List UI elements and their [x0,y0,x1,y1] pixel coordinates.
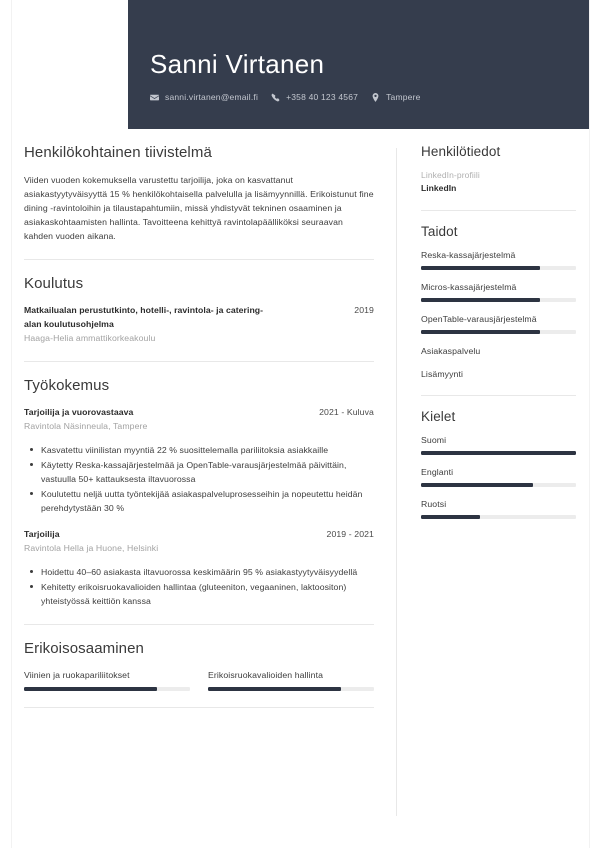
education-entry-title: Matkailualan perustutkinto, hotelli-, ravintola- ja catering-alan koulutusohjelma [24,305,264,329]
language-label: Englanti [421,467,454,478]
section-languages-title: Kielet [421,408,456,424]
section-education-title: Koulutus [24,275,84,293]
language-bar-fill [421,483,533,487]
experience-bullets [24,565,374,608]
section-skills [421,224,576,381]
expertise-bar-fill [208,687,341,691]
section-rule [421,210,576,211]
language-label: Ruotsi [421,499,447,510]
experience-entry-title: Tarjoilija ja vuorovastaava [24,407,134,418]
experience-entry-title: Tarjoilija [24,529,60,540]
language-bar-fill [421,451,576,455]
expertise-grid [24,669,374,691]
language-item [421,466,576,487]
contact-phone-text: +358 40 123 4567 [286,92,359,102]
skill-label: Asiakaspalvelu [421,345,481,356]
list-item: Kehitetty erikoisruokavalioiden hallintaa (gluteeniton, vegaaninen, laktoositon) yhteistyössä keittiön kanssa [41,580,374,608]
skill-item [421,368,576,381]
left-column [24,144,374,723]
skill-label: OpenTable-varausjärjestelmä [421,313,537,324]
contact-location[interactable] [371,92,420,102]
personal-info-label: LinkedIn-profiili [421,170,480,181]
list-item: Koulutettu neljä uutta työntekijää asiakaspalveluprosesseihin ja nopeutettu heidän perehdytystään 30 % [41,487,374,515]
section-personal-info-title: Henkilötiedot [421,144,501,159]
language-label: Suomi [421,435,447,446]
contact-phone[interactable] [271,92,358,102]
skill-bar-fill [421,330,540,334]
contact-location-text: Tampere [386,92,421,102]
section-summary-title: Henkilökohtainen tiivistelmä [24,144,212,161]
section-expertise-title: Erikoisosaaminen [24,639,144,657]
section-experience [24,377,374,608]
expertise-bar-track [208,687,374,691]
experience-bullets [24,443,374,515]
list-item: Hoidettu 40–60 asiakasta iltavuorossa keskimäärin 95 % asiakastyytyväisyydellä [41,565,374,579]
experience-entry-date: 2019 - 2021 [326,529,374,540]
section-languages [421,409,576,519]
resume-header [128,0,589,129]
expertise-bar-fill [24,687,157,691]
skill-item [421,345,576,358]
language-item [421,498,576,519]
language-bar-track [421,483,576,487]
experience-entry-head [24,528,374,541]
skill-label: Lisämyynti [421,368,464,379]
section-rule [24,707,374,708]
location-pin-icon [371,93,380,102]
experience-entry [24,528,374,608]
skill-label: Micros-kassajärjestelmä [421,281,517,292]
education-entry-head [24,304,374,330]
skill-bar-track [421,266,576,270]
section-rule [24,361,374,362]
expertise-item [208,669,374,691]
language-bar-fill [421,515,480,519]
skill-item [421,281,576,302]
list-item: Kasvatettu viinilistan myyntiä 22 % suosittelemalla pariliitoksia asiakkaille [41,443,374,457]
education-entry-date: 2019 [354,305,374,316]
right-column [421,144,576,530]
experience-entry-date: 2021 - Kuluva [319,407,374,418]
section-skills-title: Taidot [421,223,458,239]
list-item: Käytetty Reska-kassajärjestelmää ja OpenTable-varausjärjestelmää päivittäin, vastuulla 50+ kattauksesta iltavuorossa [41,458,374,486]
contact-email-text: sanni.virtanen@email.fi [165,92,259,102]
contact-email[interactable] [150,92,258,102]
section-rule [24,624,374,625]
skill-bar-fill [421,266,540,270]
skill-bar-track [421,298,576,302]
language-bar-track [421,451,576,455]
experience-entry-subtitle: Ravintola Näsinneula, Tampere [24,421,148,432]
expertise-item [24,669,190,691]
section-education [24,275,374,345]
skill-bar-fill [421,298,540,302]
summary-text: Viiden vuoden kokemuksella varustettu tarjoilija, joka on kasvattanut asiakastyytyväisyyttä 15 % henkilökohtaisella palvelulla ja lisämyynnillä. Erikoistunut fine dining -ravintoloihin ja tilaustapahtumiin, missä yhdistyvät tekninen osaaminen ja asiakaskohtaamisten hallinta. Tavoitteena kehittyä ravintolapäälliköksi seuraavan kahden vuoden aikana. [24,175,374,242]
skill-item [421,313,576,334]
skill-item [421,249,576,270]
language-item [421,434,576,455]
personal-info-value[interactable]: LinkedIn [421,183,457,194]
page-edge-left [11,0,12,848]
personal-info-item [421,169,576,195]
contact-row [150,92,421,102]
expertise-label: Erikoisruokavalioiden hallinta [208,669,324,680]
section-summary [24,144,374,243]
page-edge-right [589,0,590,848]
education-entry-subtitle: Haaga-Helia ammattikorkeakoulu [24,332,156,343]
skill-label: Reska-kassajärjestelmä [421,249,516,260]
experience-entry-head [24,406,374,419]
phone-icon [271,93,280,102]
envelope-icon [150,93,159,102]
column-divider [396,148,397,816]
experience-entry-subtitle: Ravintola Hella ja Huone, Helsinki [24,543,159,554]
candidate-name: Sanni Virtanen [150,49,325,79]
section-personal-info [421,144,576,196]
expertise-label: Viinien ja ruokapariliitokset [24,669,130,680]
experience-entry [24,406,374,515]
education-entry [24,304,374,345]
language-bar-track [421,515,576,519]
section-expertise [24,640,374,691]
section-rule [421,395,576,396]
expertise-bar-track [24,687,190,691]
section-experience-title: Työkokemus [24,377,110,395]
section-rule [24,259,374,260]
skill-bar-track [421,330,576,334]
